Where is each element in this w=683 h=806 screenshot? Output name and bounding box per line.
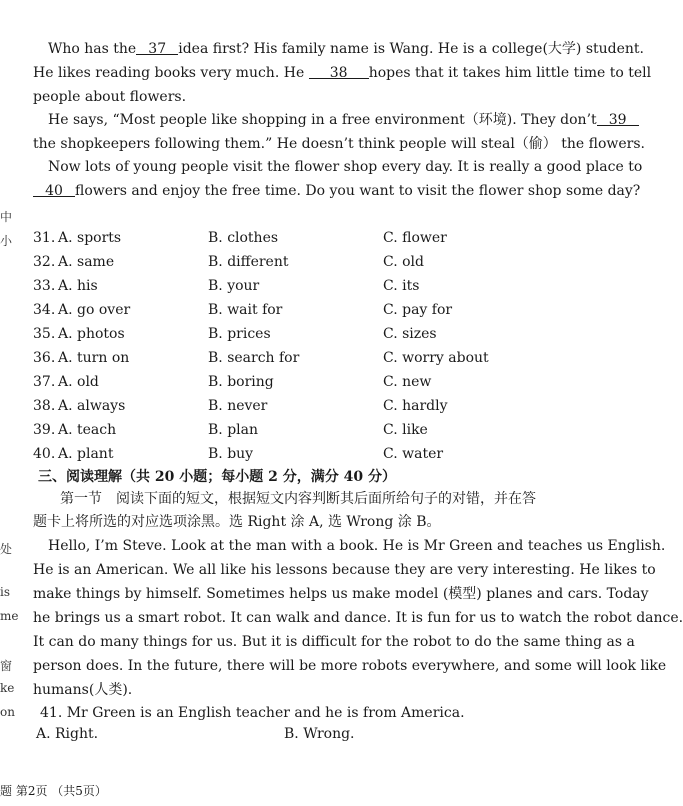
option-b[interactable]: B. your: [208, 278, 260, 294]
option-b[interactable]: B. different: [208, 254, 289, 270]
option-a[interactable]: A. go over: [58, 302, 131, 318]
question-number: 33.: [33, 278, 56, 294]
reading-line: humans(人类).: [33, 682, 133, 698]
option-b[interactable]: B. never: [208, 398, 268, 414]
instruction-line: 题卡上将所选的对应选项涂黑。选 Right 涂 A, 选 Wrong 涂 B。: [33, 514, 441, 530]
option-row: [33, 372, 593, 392]
question-number: 38.: [33, 398, 56, 414]
option-c[interactable]: C. flower: [383, 230, 447, 246]
option-a[interactable]: A. turn on: [58, 350, 130, 366]
option-c[interactable]: C. hardly: [383, 398, 448, 414]
cloze-line: Who has the 37 idea first? His family name is Wang. He is a college(大学) student.: [48, 41, 645, 57]
option-b[interactable]: B. wait for: [208, 302, 283, 318]
margin-fragment: on: [0, 705, 15, 719]
option-row: [33, 276, 593, 296]
margin-fragment: me: [0, 609, 19, 623]
cloze-line: He says, “Most people like shopping in a free environment（环境). They don’t 39: [48, 111, 639, 129]
question-number: 40.: [33, 446, 56, 462]
option-c[interactable]: C. worry about: [383, 350, 489, 366]
option-a[interactable]: A. teach: [58, 422, 117, 438]
option-a[interactable]: A. his: [58, 278, 98, 294]
option-c[interactable]: C. pay for: [383, 302, 453, 318]
reading-line: make things by himself. Sometimes helps us make model (模型) planes and cars. Today: [33, 586, 649, 602]
page-footer: 题 第2页 （共5页）: [0, 784, 107, 798]
reading-line: person does. In the future, there will be more robots everywhere, and some will look like: [33, 658, 667, 674]
cloze-line: He likes reading books very much. He 38 hopes that it takes him little time to tell: [33, 65, 652, 81]
question-41: 41. Mr Green is an English teacher and he is from America.: [40, 705, 465, 721]
answer-row: [36, 726, 596, 746]
option-a[interactable]: A. photos: [58, 326, 125, 342]
section-title: 三、阅读理解（共 20 小题；每小题 2 分，满分 40 分）: [38, 469, 396, 485]
option-c[interactable]: C. like: [383, 422, 428, 438]
option-c[interactable]: C. sizes: [383, 326, 437, 342]
reading-line: He is an American. We all like his lessons because they are very interesting. He likes to: [33, 562, 656, 578]
option-row: [33, 348, 593, 368]
question-number: 37.: [33, 374, 56, 390]
option-c[interactable]: C. old: [383, 254, 424, 270]
question-number: 31.: [33, 230, 56, 246]
option-a[interactable]: A. plant: [58, 446, 114, 462]
question-number: 32.: [33, 254, 56, 270]
reading-line: he brings us a smart robot. It can walk and dance. It is fun for us to watch the robot dance.: [33, 610, 683, 626]
option-row: [33, 396, 593, 416]
option-row: [33, 228, 593, 248]
option-c[interactable]: C. water: [383, 446, 444, 462]
blank-39: 39: [597, 111, 639, 126]
reading-line: It can do many things for us. But it is difficult for the robot to do the same thing as a: [33, 634, 635, 650]
answer-a[interactable]: A. Right.: [36, 726, 99, 742]
margin-fragment: 处: [0, 542, 13, 556]
option-b[interactable]: B. search for: [208, 350, 300, 366]
margin-fragment: is: [0, 585, 10, 599]
reading-line: Hello, I’m Steve. Look at the man with a book. He is Mr Green and teaches us English.: [48, 538, 666, 554]
option-row: [33, 444, 593, 464]
cloze-line: people about flowers.: [33, 89, 187, 105]
question-number: 35.: [33, 326, 56, 342]
blank-40: 40: [33, 182, 75, 197]
option-row: [33, 324, 593, 344]
option-c[interactable]: C. its: [383, 278, 420, 294]
option-b[interactable]: B. prices: [208, 326, 271, 342]
cloze-line: the shopkeepers following them.” He doesn’t think people will steal（偷） the flowers.: [33, 136, 645, 152]
option-a[interactable]: A. same: [58, 254, 115, 270]
option-b[interactable]: B. boring: [208, 374, 274, 390]
margin-fragment: ke: [0, 681, 15, 695]
cloze-line: Now lots of young people visit the flower shop every day. It is really a good place to: [48, 159, 643, 175]
option-b[interactable]: B. buy: [208, 446, 254, 462]
option-row: [33, 420, 593, 440]
option-a[interactable]: A. sports: [58, 230, 122, 246]
answer-b[interactable]: B. Wrong.: [284, 726, 355, 742]
blank-37: 37: [136, 40, 178, 55]
option-row: [33, 300, 593, 320]
option-b[interactable]: B. plan: [208, 422, 258, 438]
option-c[interactable]: C. new: [383, 374, 432, 390]
margin-fragment: 窗: [0, 659, 13, 673]
option-a[interactable]: A. old: [58, 374, 99, 390]
instruction-line: 第一节 阅读下面的短文，根据短文内容判断其后面所给句子的对错，并在答: [60, 491, 536, 507]
option-a[interactable]: A. always: [58, 398, 126, 414]
question-number: 39.: [33, 422, 56, 438]
question-number: 34.: [33, 302, 56, 318]
margin-fragment: 中: [0, 210, 13, 224]
option-row: [33, 252, 593, 272]
question-number: 36.: [33, 350, 56, 366]
blank-38: 38: [309, 64, 369, 79]
option-b[interactable]: B. clothes: [208, 230, 279, 246]
margin-fragment: 小: [0, 234, 13, 248]
cloze-line: 40 flowers and enjoy the free time. Do you want to visit the flower shop some day?: [33, 182, 640, 200]
